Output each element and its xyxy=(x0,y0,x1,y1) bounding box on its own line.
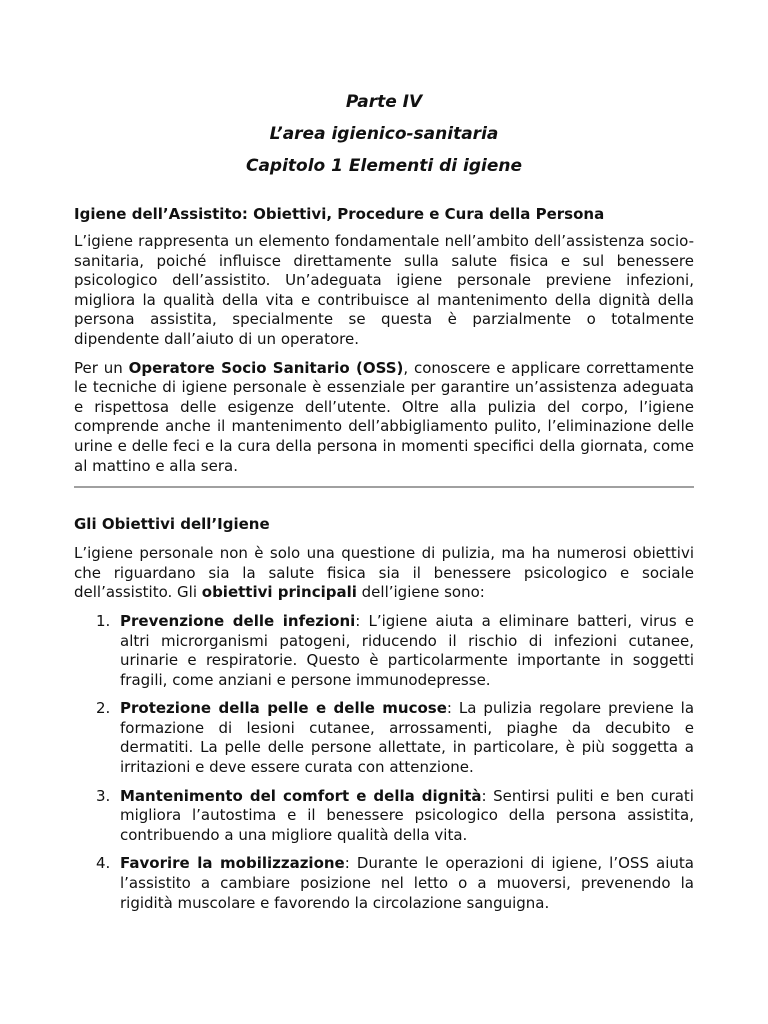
paragraph-obiettivi-intro xyxy=(74,544,694,603)
list-item-text: : L’igiene aiuta a eliminare batteri, virus e altri microrganismi patogeni, riducendo il rischio di infezioni cutanee, urinarie e respiratorie. Questo è particolarmente importante in soggetti fragili, come anziani e persone immunodepresse. xyxy=(120,611,694,689)
list-item xyxy=(74,854,694,913)
paragraph-oss-post: , conoscere e applicare correttamente le tecniche di igiene personale è essenziale per garantire un’assistenza adeguata e rispettosa delle esigenze dell’utente. Oltre alla pulizia del corpo, l’igiene comprende anche il mantenimento dell’abbigliamento pulito, l’eliminazione delle urine e delle feci e la cura della persona in momenti specifici della giornata, come al mattino e alla sera. xyxy=(74,358,694,475)
paragraph-intro: L’igiene rappresenta un elemento fondamentale nell’ambito dell’assistenza socio-sanitaria, poiché influisce direttamente sulla salute fisica e sul benessere psicologico dell’assistito. Un’adeguata igiene personale previene infezioni, migliora la qualità della vita e contribuisce al mantenimento della dignità della persona assistita, specialmente se questa è parzialmente o totalmente dipendente dall’aiuto di un operatore. xyxy=(74,232,694,348)
section-heading-assistito: Igiene dell’Assistito: Obiettivi, Procedure e Cura della Persona xyxy=(74,205,605,223)
list-item-number: 4. xyxy=(96,854,111,873)
list-item-number: 3. xyxy=(96,786,111,805)
list-item-number: 2. xyxy=(96,699,111,718)
list-item-number: 1. xyxy=(96,611,111,630)
section-heading-obiettivi: Gli Obiettivi dell’Igiene xyxy=(74,515,270,534)
list-item-text: : La pulizia regolare previene la formazione di lesioni cutanee, arrossamenti, piaghe da decubito e dermatiti. La pelle delle persone allettate, in particolare, è più soggetta a irritazioni e deve essere curata con attenzione. xyxy=(120,699,695,777)
intro-bold: obiettivi principali xyxy=(201,583,357,602)
list-item-title: Protezione della pelle e delle mucose xyxy=(120,699,447,718)
chapter-title: Capitolo 1 Elementi di igiene xyxy=(245,156,522,176)
list-item-title: Favorire la mobilizzazione xyxy=(120,854,345,873)
title-block xyxy=(74,86,694,182)
list-item-title: Mantenimento del comfort e della dignità xyxy=(120,786,482,805)
paragraph-oss xyxy=(74,359,694,477)
objectives-list xyxy=(74,612,694,913)
list-item xyxy=(74,787,694,846)
list-item xyxy=(74,612,694,690)
list-item-text: : Sentirsi puliti e ben curati migliora l’autostima e il benessere psicologico della persona assistita, contribuendo a una migliore qualità della vita. xyxy=(120,786,694,844)
oss-term: Operatore Socio Sanitario (OSS) xyxy=(128,358,404,377)
paragraph-oss-pre: Per un xyxy=(74,358,129,377)
list-item xyxy=(74,699,694,777)
list-item-title: Prevenzione delle infezioni xyxy=(120,611,356,630)
intro-post: dell’igiene sono: xyxy=(356,583,485,602)
part-title: Parte IV xyxy=(345,92,423,112)
intro-pre: L’igiene personale non è solo una questione di pulizia, ma ha numerosi obiettivi che riguardano sia la salute fisica sia il benessere psicologico e sociale dell’assistito. Gli xyxy=(74,544,694,602)
list-item-text: : Durante le operazioni di igiene, l’OSS aiuta l’assistito a cambiare posizione nel letto o a muoversi, prevenendo la rigidità muscolare e favorendo la circolazione sanguigna. xyxy=(120,854,694,912)
area-title: L’area igienico-sanitaria xyxy=(269,124,499,144)
